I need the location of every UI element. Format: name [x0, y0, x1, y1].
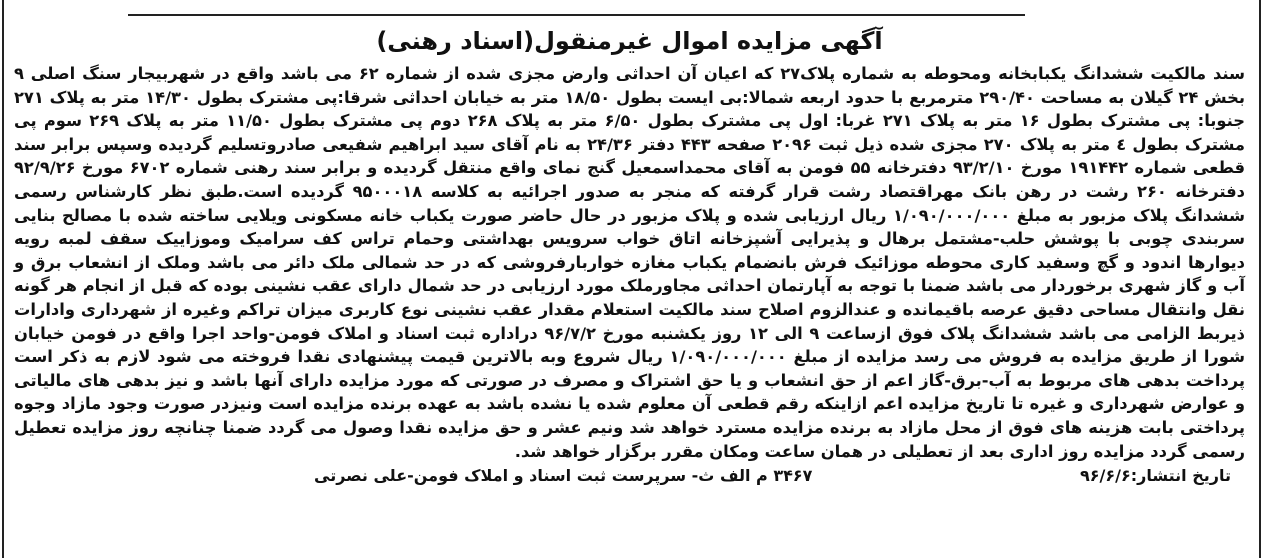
auction-notice [14, 26, 1245, 558]
publication-date: تاریخ انتشار:۹۶/۶/۶ [1079, 466, 1231, 486]
notice-body: سند مالکیت ششدانگ یکبابخانه ومحوطه به شماره پلاک۲۷ که اعیان آن احداثی وارض مجزی شده از شماره ۶۲ می باشد واقع در شهربیجار سنگ اصلی ۹ بخش ۲۴ گیلان به مساحت ۲۹۰/۴۰ مترمربع با حدود اربعه شمالا:بی ایست بطول ۱۸/۵۰ متر به خیابان احداثی شرقا:پی مشترک بطول ۱۴/۳۰ متر به پلاک ۲۷۱ جنوبا: پی مشترک بطول ۱۶ متر به پلاک ۲۷۱ غربا: اول پی مشترک بطول ۶/۵۰ متر به پلاک ۲۶۸ دوم پی مشترک بطول ۱۱/۵۰ متر به پلاک ۲۶۹ سوم پی مشترک بطول ٤ متر به پلاک ۲۷۰ مجزی شده ذیل ثبت ۲۰۹۶ صفحه ۴۴۳ دفتر ۲۴/۳۶ به نام آقای سید ابراهیم شفیعی صادروتسلیم گردیده وسپس برابر سند قطعی شماره ۱۹۱۴۴۲ مورخ ۹۳/۲/۱۰ دفترخانه ۵۵ فومن به آقای محمداسمعیل گنج نمای واقع منتقل گردیده و برابر سند رهنی شماره ۶۷۰۲ مورخ ۹۲/۹/۲۶ دفترخانه ۲۶۰ رشت در رهن بانک مهراقتصاد رشت قرار گرفته که منجر به صدور اجرائیه به کلاسه ۹۵۰۰۰۱۸ گردیده است.طبق نظر کارشناس رسمی ششدانگ پلاک مزبور به مبلغ ۱/۰۹۰/۰۰۰/۰۰۰ ریال ارزیابی شده و پلاک مزبور در حال حاضر صورت یکباب خانه مسکونی ویلایی ساخته شده با مصالح بنایی سربندی چوبی با پوشش حلب-مشتمل برهال و پذیرایی آشپزخانه اتاق خواب سرویس بهداشتی وحمام تراس کف سرامیک وموزاییک سقف لمبه رویه دیوارها اندود و گچ وسفید کاری محوطه موزائیک فرش بانضمام یکباب مغازه خواربارفروشی که در حد شمالی ملک دائر می باشد وملک از انشعاب برق و آب و گاز شهری برخوردار می باشد ضمنا با توجه به آپارتمان احداثی مجاورملک مورد ارزیابی در حد شمال دارای عقب نشینی بوده که قبل از انجام هر گونه نقل وانتقال مساحی دقیق عرصه باقیمانده و عندالزوم اصلاح سند مالکیت استعلام مقدار عقب نشینی نوع کاربری میزان تراکم وغیره از شهرداری وادارات ذیربط الزامی می باشد ششدانگ پلاک فوق ازساعت ۹ الی ۱۲ روز یکشنبه مورخ ۹۶/۷/۲ دراداره ثبت اسناد و املاک فومن-واحد اجرا واقع در فومن خیابان شورا از طریق مزایده به فروش می رسد مزایده از مبلغ ۱/۰۹۰/۰۰۰/۰۰۰ ریال شروع وبه بالاترین قیمت پیشنهادی نقدا فروخته می شود لازم به ذکر است پرداخت بدهی های مربوط به آب-برق-گاز اعم از حق انشعاب و یا حق اشتراک و مصرف در صورتی که مورد مزایده دارای آنها باشد و نیز بدهی های مالیاتی و عوارض شهرداری و غیره تا تاریخ مزایده اعم ازاینکه رقم قطعی آن معلوم شده یا نشده باشد به عهده برنده مزایده است ونیزدر صورت وجود مازاد وجوه پرداختی بابت هزینه های فوق از محل مازاد به برنده مزایده مسترد خواهد شد ونیم عشر و حق مزایده نقدا وصول می گردد ضمنا چنانچه روز مزایده تعطیل رسمی گردد مزایده روز اداری بعد از تعطیلی در همان ساعت ومکان مقرر برگزار خواهد شد. [14, 64, 1246, 461]
signature-line: ۳۴۶۷ م الف ث- سرپرست ثبت اسناد و املاک فومن-علی نصرتی [314, 466, 813, 486]
notice-title: آگهی مزایده اموال غیرمنقول(اسناد رهنی) [376, 27, 883, 55]
top-divider [128, 14, 1025, 16]
page-border-right [1259, 0, 1261, 558]
page-border-left [2, 0, 4, 558]
notice-footer [14, 465, 1245, 487]
